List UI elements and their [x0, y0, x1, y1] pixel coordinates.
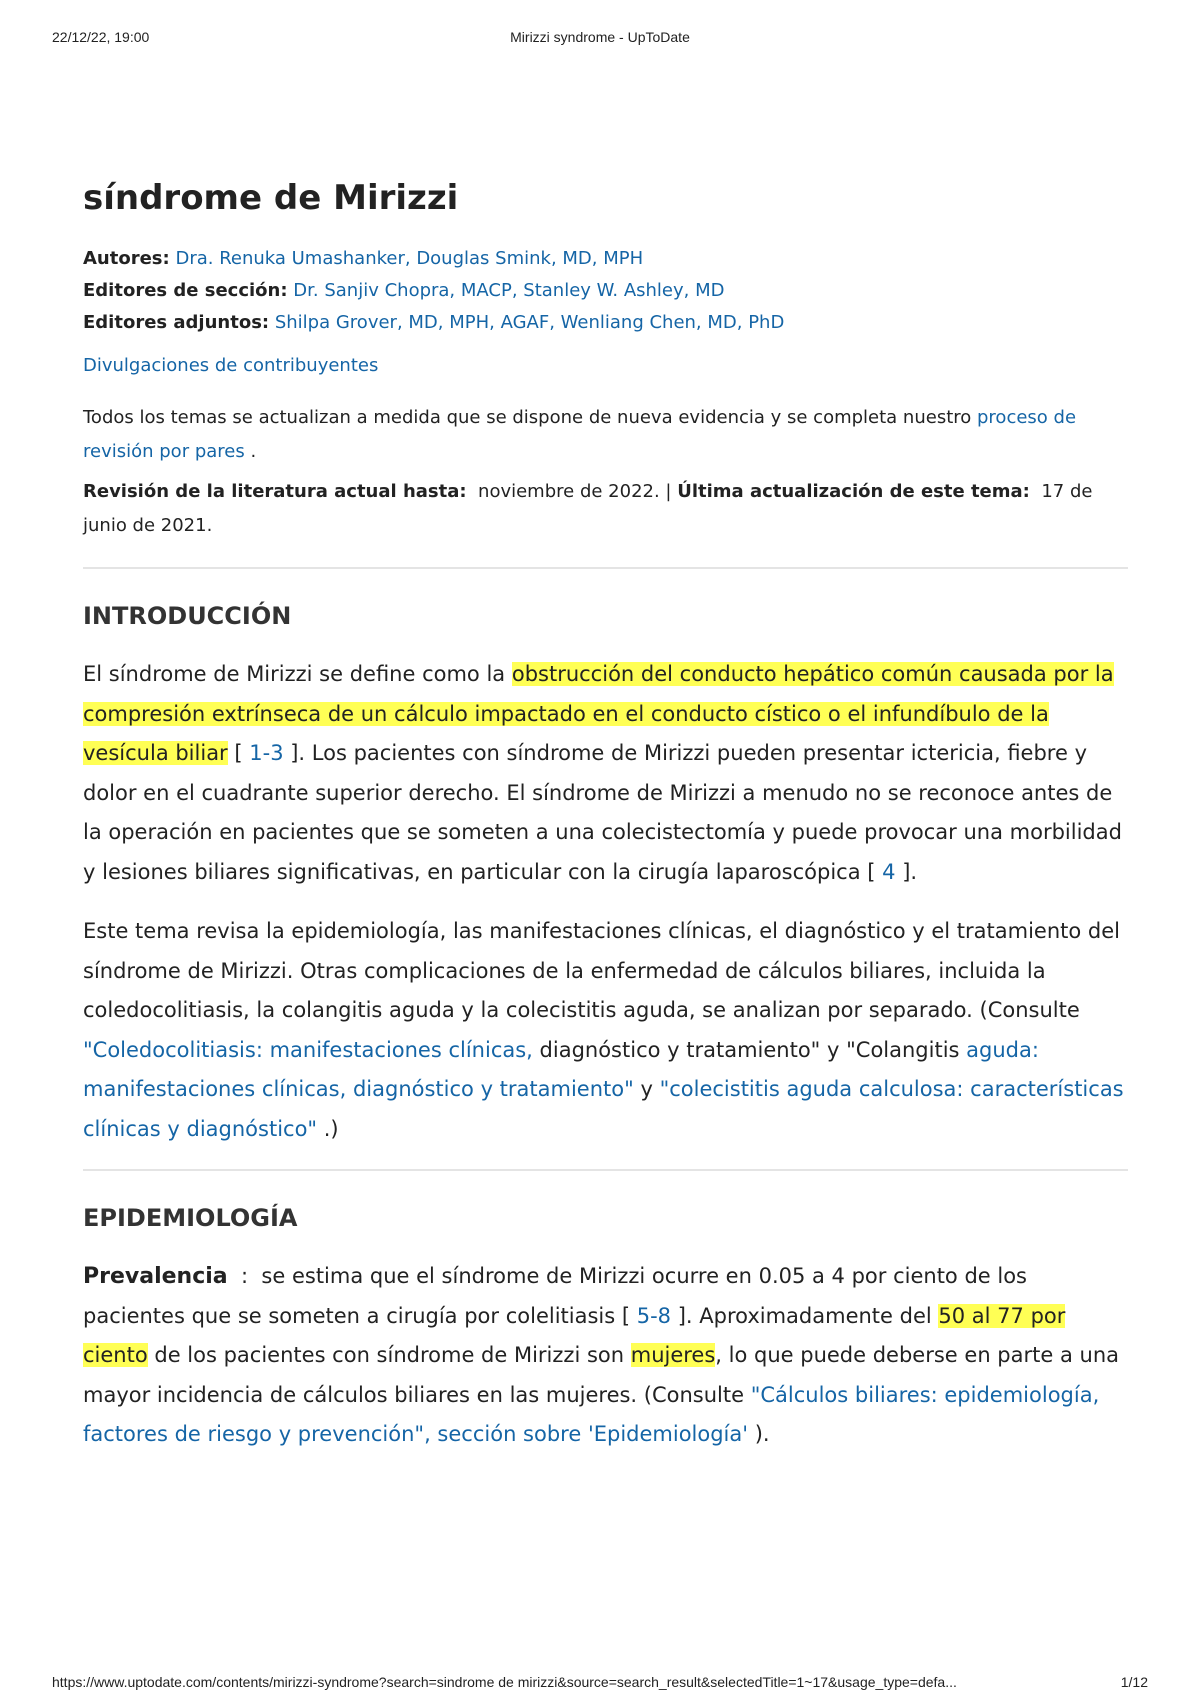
acute-cholecystitis-link[interactable]: "colecistitis aguda calculosa: características clínicas y diagnóstico": [83, 1077, 1124, 1141]
page-title: síndrome de Mirizzi: [83, 178, 459, 218]
last-update-label: Última actualización de este tema:: [677, 481, 1030, 502]
section-editor-link-2[interactable]: Stanley W. Ashley, MD: [523, 280, 725, 301]
section-editors-label: Editores de sección:: [83, 280, 288, 301]
author-link-2[interactable]: Douglas Smink, MD, MPH: [416, 248, 644, 269]
section-divider: [83, 567, 1128, 569]
update-note: Todos los temas se actualizan a medida que se dispone de nueva evidencia y se completa nuestro proceso de revisión por pares .: [83, 407, 1077, 462]
review-value: noviembre de 2022.: [478, 481, 660, 502]
gallstones-epidemiology-link[interactable]: "Cálculos biliares: epidemiología, factores de riesgo y prevención", sección sobre 'Epidemiología': [83, 1382, 1100, 1446]
highlighted-text: mujeres: [630, 1343, 716, 1367]
section-heading-epidemiology: EPIDEMIOLOGÍA: [83, 1204, 298, 1232]
highlighted-text: 50 al 77 por ciento: [83, 1303, 1066, 1367]
reference-link-1-3[interactable]: 1-3: [249, 741, 284, 765]
intro-paragraph-1: El síndrome de Mirizzi se define como la obstrucción del conducto hepático común causada por la compresión extrínseca de un cálculo impactado en el conducto cístico o el infundíbulo de la vesícula biliar [ 1-3 ]. Los pacientes con síndrome de Mirizzi pueden presentar ictericia, fiebre y dolor en el cuadrante superior derecho. El síndrome de Mirizzi a menudo no se reconoce antes de la operación en pacientes que se someten a una colecistectomía y puede provocar una morbilidad y lesiones biliares significativas, en particular con la cirugía laparoscópica [ 4 ].: [83, 662, 1122, 884]
review-label: Revisión de la literatura actual hasta:: [83, 481, 467, 502]
last-update-value: 17 de junio de 2021.: [83, 481, 1093, 536]
prevalence-subheading: Prevalencia: [83, 1264, 228, 1289]
deputy-editors-line: Editores adjuntos: Shilpa Grover, MD, MPH, AGAF, Wenliang Chen, MD, PhD: [83, 312, 785, 333]
authors-line: Autores: Dra. Renuka Umashanker, Douglas Smink, MD, MPH: [83, 248, 644, 269]
print-page-number: 1/12: [1120, 1674, 1148, 1690]
deputy-editors-label: Editores adjuntos:: [83, 312, 270, 333]
section-editor-link-1[interactable]: Dr. Sanjiv Chopra, MACP: [293, 280, 512, 301]
contributors: [83, 243, 1128, 339]
reference-link-5-8[interactable]: 5-8: [636, 1303, 672, 1328]
highlighted-text: obstrucción del conducto hepático común causada por la compresión extrínseca de un cálculo impactado en el conducto cístico o el infundíbulo de la vesícula biliar: [83, 662, 1114, 765]
deputy-editor-link-2[interactable]: Wenliang Chen, MD, PhD: [560, 312, 785, 333]
epidemiology-paragraph: Prevalencia : se estima que el síndrome de Mirizzi ocurre en 0.05 a 4 por ciento de los pacientes que se someten a cirugía por colelitiasis [ 5-8 ]. Aproximadamente del 50 al 77 por ciento de los pacientes con síndrome de Mirizzi son mujeres, lo que puede deberse en parte a una mayor incidencia de cálculos biliares en las mujeres. (Consulte "Cálculos biliares: epidemiología, factores de riesgo y prevención", sección sobre 'Epidemiología' ).: [83, 1264, 1119, 1446]
authors-label: Autores:: [83, 248, 170, 269]
disclosures-row: [83, 353, 1128, 379]
contributor-disclosures-link[interactable]: Divulgaciones de contribuyentes: [83, 355, 379, 376]
author-link-1[interactable]: Dra. Renuka Umashanker: [175, 248, 405, 269]
article-content: [83, 175, 1128, 1475]
print-datetime: 22/12/22, 19:00: [52, 29, 150, 45]
deputy-editor-link-1[interactable]: Shilpa Grover, MD, MPH, AGAF: [274, 312, 550, 333]
print-tab-title: Mirizzi syndrome - UpToDate: [510, 29, 690, 45]
section-heading-introduction: INTRODUCCIÓN: [83, 602, 292, 630]
peer-review-process-link[interactable]: proceso de revisión por pares: [83, 407, 1077, 462]
reference-link-4[interactable]: 4: [882, 859, 896, 884]
print-url: https://www.uptodate.com/contents/mirizzi-syndrome?search=sindrome de mirizzi&source=search_result&selectedTitle=1~17&usage_type=defa...: [52, 1674, 957, 1690]
section-divider: [83, 1169, 1128, 1171]
section-editors-line: Editores de sección: Dr. Sanjiv Chopra, MACP, Stanley W. Ashley, MD: [83, 280, 725, 301]
acute-cholangitis-link[interactable]: aguda: manifestaciones clínicas, diagnóstico y tratamiento": [83, 1037, 1039, 1101]
choledocholithiasis-link[interactable]: "Coledocolitiasis: manifestaciones clínicas,: [83, 1037, 533, 1062]
intro-paragraph-2: Este tema revisa la epidemiología, las manifestaciones clínicas, el diagnóstico y el tratamiento del síndrome de Mirizzi. Otras complicaciones de la enfermedad de cálculos biliares, incluida la coledocolitiasis, la colangitis aguda y la colecistitis aguda, se analizan por separado. (Consulte "Coledocolitiasis: manifestaciones clínicas, diagnóstico y tratamiento" y "Colangitis aguda: manifestaciones clínicas, diagnóstico y tratamiento" y "colecistitis aguda calculosa: características clínicas y diagnóstico" .): [83, 919, 1124, 1141]
review-dates: Revisión de la literatura actual hasta: noviembre de 2022. | Última actualización de este tema: 17 de junio de 2021.: [83, 481, 1093, 536]
